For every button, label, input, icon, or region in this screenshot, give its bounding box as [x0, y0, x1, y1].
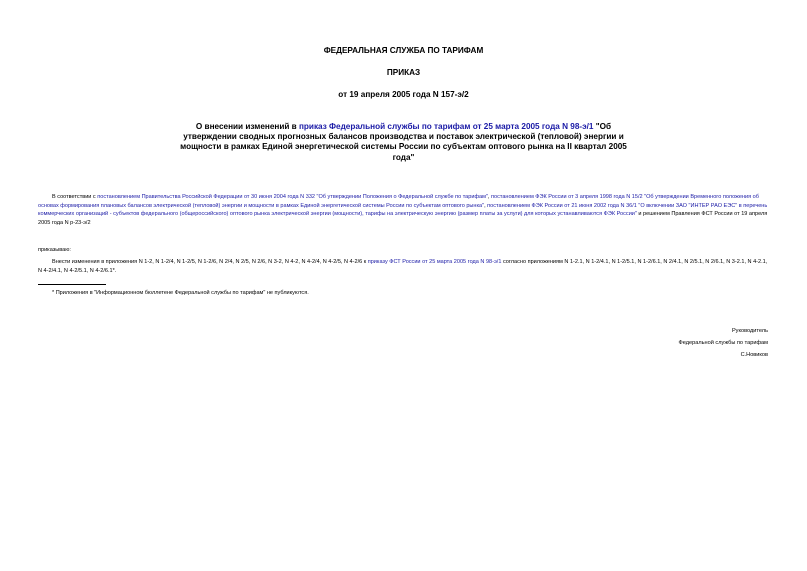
title-order-link[interactable]: приказ Федеральной службы по тарифам от 25 марта 2005 года N 98-э/1	[298, 122, 594, 131]
order-date: от 19 апреля 2005 года N 157-э/2	[338, 90, 469, 99]
preamble-text-2: ,	[487, 194, 491, 200]
preamble-text-3: ,	[484, 202, 488, 209]
signature-organization: Федеральной службы по тарифам	[678, 340, 768, 346]
order-text-2: согласно приложениям N 1-2.1, N 1-2/4.1, N 1-2/5.1, N 1-2/6.1, N 2/4.1, N 2/5.1, N 2/6.1, N 3-2.1, N 4-2.1, N 4-2/4.1, N 4-2/5.1, N 4-2/6.1*.	[38, 259, 768, 274]
order-paragraph	[38, 258, 772, 275]
title-prefix: О внесении изменений в	[195, 122, 299, 131]
agency-heading: ФЕДЕРАЛЬНАЯ СЛУЖБА ПО ТАРИФАМ	[323, 46, 484, 55]
order-text-1: Внести изменения в приложения N 1-2, N 1-2/4, N 1-2/5, N 1-2/6, N 2/4, N 2/5, N 2/6, N 3-2, N 4-2, N 4-2/4, N 4-2/5, N 4-2/6 к	[52, 259, 368, 265]
preamble-text-1: В соответствии с	[52, 194, 98, 200]
signature-name: С.Новиков	[740, 352, 768, 358]
preamble-text-4: и решением Правления ФСТ России от 19 апреля 2005 года N р-23-э/2	[38, 211, 768, 226]
preamble-paragraph	[38, 193, 772, 227]
ordered-label: приказываю:	[38, 247, 71, 253]
signature-position: Руководитель	[731, 328, 768, 334]
fek-decree-1998-link[interactable]: постановлением ФЭК России от 3 апреля 1998 года N 15/2 "Об утверждении Временного положения об основах формирования плановых балансов электрической (тепловой) энергии и мощности в рамках Единой энергетической системы России по субъектам оптового рынка"	[38, 194, 759, 209]
fek-decree-2002-link[interactable]: постановлением ФЭК России от 21 июня 2002 года N 36/1 "О включении ЗАО "ИНТЕР РАО ЕЭС" в перечень коммерческих организаций - субъектов федерального (общероссийского) оптового рынка электрической энергии (мощности), тарифы на электрическую энергию (размер платы за услуги) для которых устанавливаются ФЭК России"	[38, 202, 768, 218]
footnote-divider	[38, 284, 106, 285]
fst-order-link[interactable]: приказу ФСТ России от 25 марта 2005 года N 98-э/1	[367, 259, 502, 265]
title-suffix: "Об утверждении сводных прогнозных балансов производства и поставок электрической (тепловой) энергии и мощности в рамках Единой энергетической системы России по субъектам оптового рынка на II квартал 2005 года"	[180, 122, 627, 162]
footnote: * Приложения в "Информационном бюллетене Федеральной службы по тарифам" не публикуются.	[52, 290, 309, 296]
document-title	[180, 122, 627, 163]
order-heading: ПРИКАЗ	[386, 68, 421, 77]
government-decree-link[interactable]: постановлением Правительства Российской Федерации от 30 июня 2004 года N 332 "Об утверждении Положения о Федеральной службе по тарифам"	[97, 194, 488, 200]
